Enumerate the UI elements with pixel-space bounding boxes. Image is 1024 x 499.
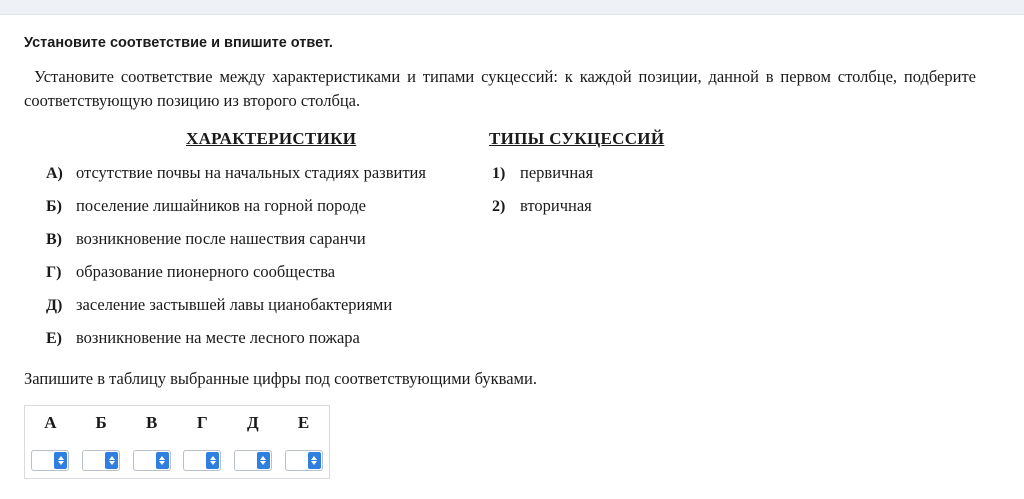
answer-cell bbox=[228, 440, 279, 479]
answer-table-input-row bbox=[25, 440, 330, 479]
answer-stepper-v[interactable] bbox=[133, 450, 171, 471]
answer-cell bbox=[126, 440, 177, 479]
list-item bbox=[46, 196, 476, 229]
stepper-arrows-icon[interactable] bbox=[308, 452, 321, 469]
item-text: отсутствие почвы на начальных стадиях развития bbox=[76, 162, 426, 182]
list-item bbox=[492, 196, 772, 229]
answer-column-header: А bbox=[44, 412, 57, 432]
answer-stepper-d[interactable] bbox=[234, 450, 272, 471]
answer-table bbox=[24, 405, 330, 479]
matching-columns bbox=[24, 129, 1000, 359]
list-item bbox=[492, 163, 772, 196]
answer-column-header: Г bbox=[196, 412, 208, 432]
item-marker: 1) bbox=[492, 164, 506, 182]
list-item bbox=[46, 163, 476, 196]
item-marker: В) bbox=[46, 230, 62, 248]
item-text: возникновение после нашествия саранчи bbox=[76, 228, 366, 248]
item-marker: А) bbox=[46, 164, 63, 182]
right-column-header: ТИПЫ СУКЦЕССИЙ bbox=[489, 128, 665, 148]
task-instructions: Установите соответствие между характеристиками и типами сукцессий: к каждой позиции, данной в первом столбце, подберите соответствующую позицию из второго столбца. bbox=[24, 67, 976, 110]
answer-note: Запишите в таблицу выбранные цифры под соответствующими буквами. bbox=[24, 368, 537, 388]
answer-stepper-b[interactable] bbox=[82, 450, 120, 471]
stepper-arrows-icon[interactable] bbox=[156, 452, 169, 469]
answer-column-header: Б bbox=[95, 412, 107, 432]
item-marker: Д) bbox=[46, 296, 63, 314]
answer-stepper-a[interactable] bbox=[31, 450, 69, 471]
list-item bbox=[46, 295, 476, 328]
task-page bbox=[0, 15, 1024, 479]
page-title: Установите соответствие и впишите ответ. bbox=[24, 35, 333, 51]
item-text: образование пионерного сообщества bbox=[76, 261, 336, 281]
item-text: поселение лишайников на горной породе bbox=[76, 195, 366, 215]
item-text: вторичная bbox=[520, 195, 592, 215]
item-marker: Б) bbox=[46, 197, 62, 215]
answer-column-header: Е bbox=[297, 412, 310, 432]
answer-stepper-e[interactable] bbox=[285, 450, 323, 471]
stepper-arrows-icon[interactable] bbox=[54, 452, 67, 469]
stepper-arrows-icon[interactable] bbox=[257, 452, 270, 469]
stepper-arrows-icon[interactable] bbox=[105, 452, 118, 469]
column-headers bbox=[24, 129, 1000, 155]
stepper-arrows-icon[interactable] bbox=[206, 452, 219, 469]
item-text: первичная bbox=[520, 162, 594, 182]
item-text: заселение застывшей лавы цианобактериями bbox=[76, 294, 393, 314]
answer-table-header-row bbox=[25, 405, 330, 440]
list-item bbox=[46, 328, 476, 361]
succession-types-list bbox=[492, 163, 772, 229]
answer-column-header: Д bbox=[247, 412, 259, 432]
item-marker: Г) bbox=[46, 263, 62, 281]
answer-stepper-g[interactable] bbox=[183, 450, 221, 471]
left-column-header: ХАРАКТЕРИСТИКИ bbox=[186, 128, 357, 148]
item-marker: Е) bbox=[46, 329, 62, 347]
answer-cell bbox=[177, 440, 228, 479]
list-item bbox=[46, 262, 476, 295]
answer-column-header: В bbox=[146, 412, 158, 432]
characteristics-list bbox=[46, 163, 476, 361]
answer-cell bbox=[76, 440, 127, 479]
top-band bbox=[0, 0, 1024, 15]
item-text: возникновение на месте лесного пожара bbox=[76, 327, 360, 347]
answer-cell bbox=[278, 440, 329, 479]
list-item bbox=[46, 229, 476, 262]
item-marker: 2) bbox=[492, 197, 506, 215]
answer-cell bbox=[25, 440, 76, 479]
matching-lists bbox=[24, 163, 1000, 359]
